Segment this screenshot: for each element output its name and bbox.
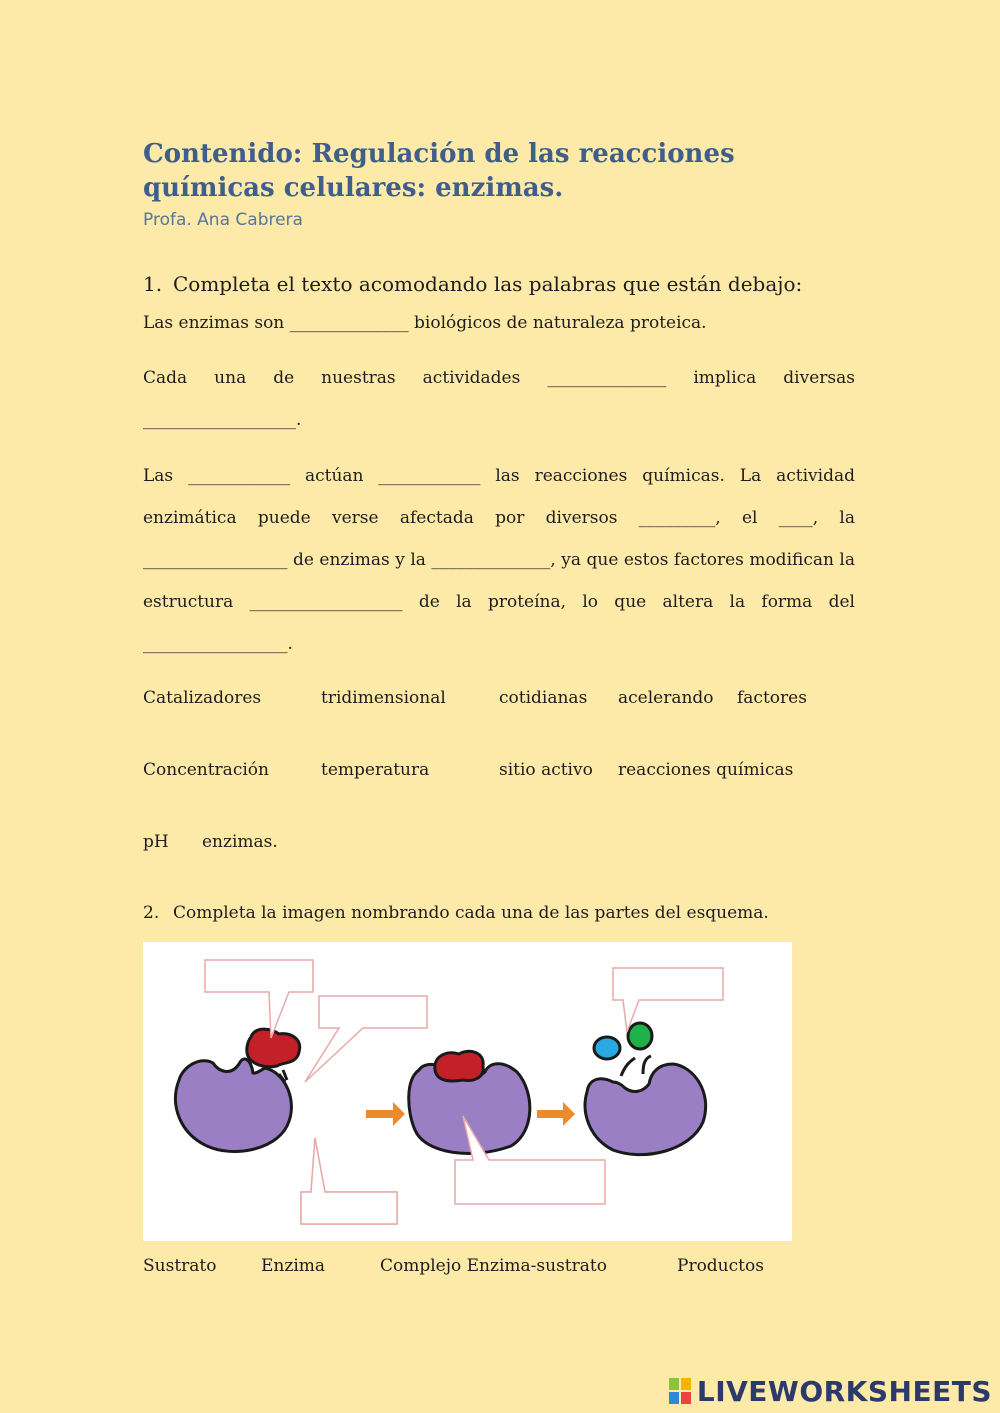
reaction-arrow-1	[366, 1102, 405, 1126]
question-2-heading	[143, 903, 769, 923]
enzyme-3	[585, 1056, 706, 1155]
label-callout[interactable]	[613, 968, 723, 1032]
word-bank-item[interactable]: cotidianas	[499, 688, 588, 708]
word-bank-item[interactable]: tridimensional	[321, 688, 446, 708]
question-prompt: Completa la imagen nombrando cada una de las partes del esquema.	[173, 903, 769, 923]
word-bank-item[interactable]: acelerando	[618, 688, 714, 708]
fill-in-sentence-1[interactable]: Las enzimas son ______________ biológicos de naturaleza proteica.	[143, 313, 707, 333]
word-bank-item[interactable]: reacciones químicas	[618, 760, 794, 780]
enzyme-1	[175, 1059, 291, 1152]
word-bank-item[interactable]: sitio activo	[499, 760, 593, 780]
question-number: 1.	[143, 272, 163, 296]
label-callout[interactable]	[305, 996, 427, 1082]
label-callout[interactable]	[205, 960, 313, 1038]
liveworksheets-brand	[669, 1375, 992, 1408]
liveworksheets-logo-icon	[669, 1378, 693, 1406]
answer-option[interactable]: Complejo Enzima-sustrato	[380, 1256, 607, 1276]
products	[594, 1023, 652, 1059]
question-prompt: Completa el texto acomodando las palabras que están debajo:	[173, 272, 803, 296]
answer-option[interactable]: Productos	[677, 1256, 764, 1276]
word-bank-item[interactable]: pH	[143, 832, 169, 852]
enzyme-diagram-svg	[143, 942, 792, 1241]
fill-in-paragraph-2[interactable]: Cada una de nuestras actividades ______________ implica diversas __________________.	[143, 368, 855, 430]
enzyme-substrate-complex-substrate	[435, 1051, 483, 1081]
answer-option[interactable]: Enzima	[261, 1256, 326, 1276]
fill-in-paragraph-3[interactable]: Las ____________ actúan ____________ las reacciones químicas. La actividad enzimática puede verse afectada por diversos _________, el ____, la _________________ de enzimas y la ______________, ya que estos factores modifican la estructura __________________ de la proteína, lo que altera la forma del _________________.	[143, 466, 855, 654]
enzyme-diagram	[143, 942, 792, 1241]
product-green	[628, 1023, 652, 1049]
product-blue	[594, 1037, 620, 1059]
word-bank-item[interactable]: enzimas.	[202, 832, 278, 852]
word-bank-item[interactable]: Concentración	[143, 760, 269, 780]
page-title: Contenido: Regulación de las reacciones químicas celulares: enzimas.	[143, 139, 735, 203]
word-bank-item[interactable]: temperatura	[321, 760, 430, 780]
word-bank-item[interactable]: Catalizadores	[143, 688, 262, 708]
question-number: 2.	[143, 903, 160, 923]
reaction-arrow-2	[537, 1102, 575, 1126]
label-callout[interactable]	[301, 1138, 397, 1224]
answer-option[interactable]: Sustrato	[143, 1256, 217, 1276]
brand-name: LIVEWORKSHEETS	[696, 1375, 992, 1408]
question-1-heading	[143, 272, 802, 296]
word-bank-item[interactable]: factores	[737, 688, 807, 708]
author-name: Profa. Ana Cabrera	[143, 210, 303, 230]
